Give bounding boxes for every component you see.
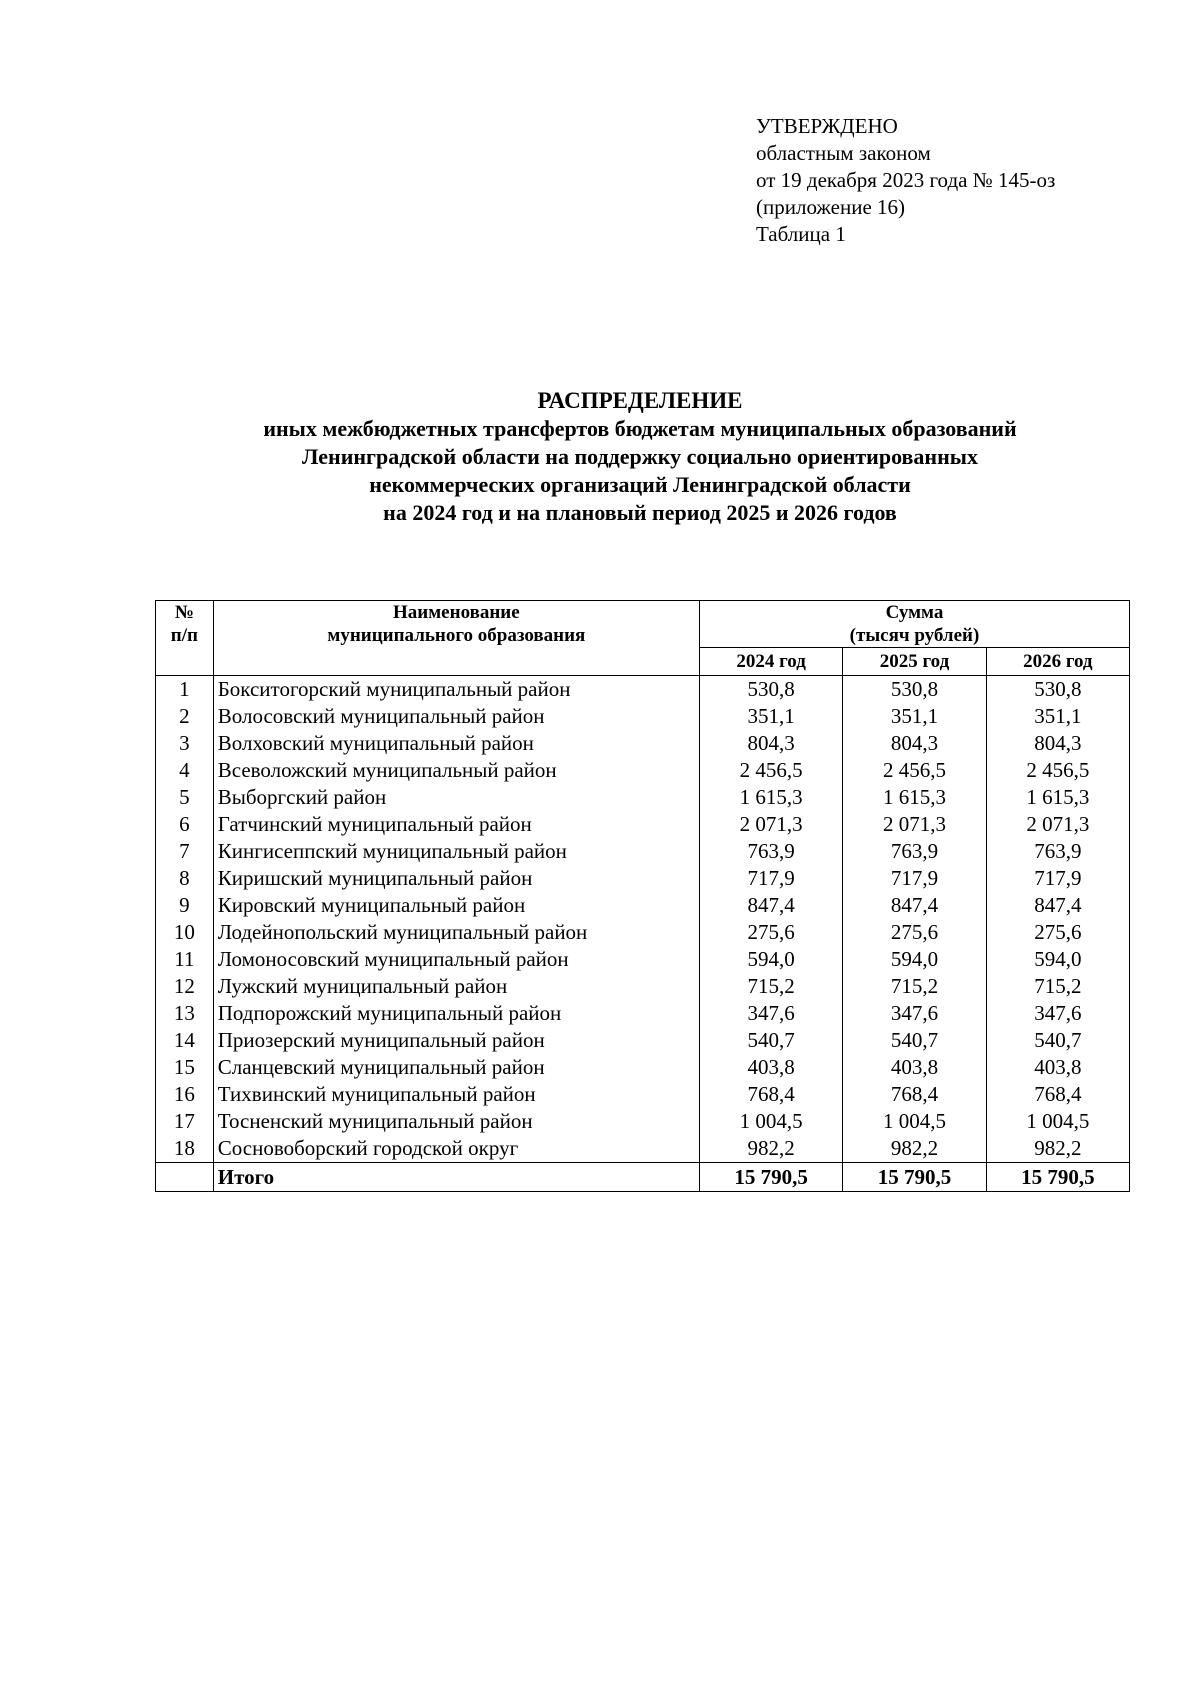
title-heading: РАСПРЕДЕЛЕНИЕ <box>537 388 743 413</box>
row-value-2026: 347,6 <box>986 1000 1129 1027</box>
row-name: Тосненский муниципальный район <box>213 1108 699 1135</box>
row-value-2026: 530,8 <box>986 676 1129 704</box>
row-name: Гатчинский муниципальный район <box>213 811 699 838</box>
row-name: Волховский муниципальный район <box>213 730 699 757</box>
row-value-2024: 275,6 <box>699 919 842 946</box>
header-name-line: Наименование <box>393 602 520 623</box>
row-value-2024: 2 456,5 <box>699 757 842 784</box>
table-row <box>156 1081 1130 1108</box>
row-number: 10 <box>156 919 214 946</box>
header-year-2025: 2025 год <box>843 648 986 676</box>
row-value-2025: 594,0 <box>843 946 986 973</box>
table-row <box>156 1000 1130 1027</box>
row-name: Всеволожский муниципальный район <box>213 757 699 784</box>
row-name: Бокситогорский муниципальный район <box>213 676 699 704</box>
row-name: Сосновоборский городской округ <box>213 1135 699 1163</box>
row-name: Киришский муниципальный район <box>213 865 699 892</box>
row-value-2024: 804,3 <box>699 730 842 757</box>
document-title <box>60 387 1200 527</box>
row-value-2026: 2 456,5 <box>986 757 1129 784</box>
header-number-line: п/п <box>170 625 198 646</box>
row-number: 15 <box>156 1054 214 1081</box>
row-number: 1 <box>156 676 214 704</box>
row-number: 9 <box>156 892 214 919</box>
row-value-2026: 982,2 <box>986 1135 1129 1163</box>
header-sum-line: Сумма <box>885 602 944 623</box>
row-value-2025: 1 615,3 <box>843 784 986 811</box>
row-value-2025: 275,6 <box>843 919 986 946</box>
row-value-2026: 715,2 <box>986 973 1129 1000</box>
row-value-2026: 717,9 <box>986 865 1129 892</box>
header-number-line: № <box>174 602 194 623</box>
row-name: Приозерский муниципальный район <box>213 1027 699 1054</box>
approval-line: (приложение 16) <box>756 195 906 219</box>
row-number: 4 <box>156 757 214 784</box>
row-value-2026: 847,4 <box>986 892 1129 919</box>
approval-line: УТВЕРЖДЕНО <box>756 114 898 138</box>
header-year-2024: 2024 год <box>699 648 842 676</box>
row-number: 12 <box>156 973 214 1000</box>
row-value-2026: 275,6 <box>986 919 1129 946</box>
row-value-2025: 530,8 <box>843 676 986 704</box>
table-row <box>156 946 1130 973</box>
row-value-2025: 717,9 <box>843 865 986 892</box>
row-value-2025: 847,4 <box>843 892 986 919</box>
row-value-2026: 594,0 <box>986 946 1129 973</box>
row-value-2025: 804,3 <box>843 730 986 757</box>
row-number: 6 <box>156 811 214 838</box>
total-row <box>156 1163 1130 1192</box>
table-row <box>156 1108 1130 1135</box>
approval-line: от 19 декабря 2023 года № 145-оз <box>756 168 1056 192</box>
row-value-2024: 351,1 <box>699 703 842 730</box>
table-row <box>156 703 1130 730</box>
row-name: Лодейнопольский муниципальный район <box>213 919 699 946</box>
row-name: Тихвинский муниципальный район <box>213 1081 699 1108</box>
approval-stamp <box>756 113 1055 248</box>
row-value-2025: 768,4 <box>843 1081 986 1108</box>
approval-line: областным законом <box>756 141 931 165</box>
title-line: иных межбюджетных трансфертов бюджетам муниципальных образований <box>263 416 1017 441</box>
row-value-2024: 540,7 <box>699 1027 842 1054</box>
row-number: 13 <box>156 1000 214 1027</box>
table-row <box>156 757 1130 784</box>
header-sum <box>699 601 1129 648</box>
row-value-2025: 540,7 <box>843 1027 986 1054</box>
title-line: Ленинградской области на поддержку социально ориентированных <box>302 444 978 469</box>
row-value-2026: 804,3 <box>986 730 1129 757</box>
row-name: Кировский муниципальный район <box>213 892 699 919</box>
table-row <box>156 865 1130 892</box>
row-value-2025: 715,2 <box>843 973 986 1000</box>
row-number: 18 <box>156 1135 214 1163</box>
row-value-2025: 763,9 <box>843 838 986 865</box>
row-value-2024: 594,0 <box>699 946 842 973</box>
table-row <box>156 676 1130 704</box>
row-value-2025: 982,2 <box>843 1135 986 1163</box>
header-name-line: муниципального образования <box>327 625 586 646</box>
row-number: 11 <box>156 946 214 973</box>
header-sum-line: (тысяч рублей) <box>849 625 980 646</box>
row-name: Волосовский муниципальный район <box>213 703 699 730</box>
title-line: некоммерческих организаций Ленинградской области <box>369 472 911 497</box>
row-number: 16 <box>156 1081 214 1108</box>
total-label: Итого <box>213 1163 699 1192</box>
row-value-2025: 2 456,5 <box>843 757 986 784</box>
row-value-2025: 2 071,3 <box>843 811 986 838</box>
row-value-2024: 763,9 <box>699 838 842 865</box>
row-value-2026: 768,4 <box>986 1081 1129 1108</box>
row-value-2024: 530,8 <box>699 676 842 704</box>
table-number: Таблица 1 <box>756 222 846 246</box>
row-name: Лужский муниципальный район <box>213 973 699 1000</box>
row-name: Ломоносовский муниципальный район <box>213 946 699 973</box>
table-row <box>156 1027 1130 1054</box>
row-value-2024: 1 615,3 <box>699 784 842 811</box>
total-2025: 15 790,5 <box>843 1163 986 1192</box>
table-row <box>156 1054 1130 1081</box>
row-value-2026: 2 071,3 <box>986 811 1129 838</box>
row-value-2026: 763,9 <box>986 838 1129 865</box>
row-number: 17 <box>156 1108 214 1135</box>
row-number: 7 <box>156 838 214 865</box>
header-name <box>213 601 699 676</box>
row-name: Выборгский район <box>213 784 699 811</box>
row-number: 14 <box>156 1027 214 1054</box>
table-row <box>156 811 1130 838</box>
row-value-2026: 403,8 <box>986 1054 1129 1081</box>
row-number: 3 <box>156 730 214 757</box>
total-2026: 15 790,5 <box>986 1163 1129 1192</box>
total-2024: 15 790,5 <box>699 1163 842 1192</box>
table-row <box>156 919 1130 946</box>
row-value-2024: 1 004,5 <box>699 1108 842 1135</box>
row-number: 2 <box>156 703 214 730</box>
row-value-2024: 847,4 <box>699 892 842 919</box>
table-row <box>156 1135 1130 1163</box>
table-row <box>156 973 1130 1000</box>
title-line: на 2024 год и на плановый период 2025 и 2026 годов <box>383 500 897 525</box>
row-value-2024: 347,6 <box>699 1000 842 1027</box>
row-value-2024: 982,2 <box>699 1135 842 1163</box>
row-name: Подпорожский муниципальный район <box>213 1000 699 1027</box>
header-year-2026: 2026 год <box>986 648 1129 676</box>
table-row <box>156 784 1130 811</box>
row-value-2026: 1 615,3 <box>986 784 1129 811</box>
row-name: Сланцевский муниципальный район <box>213 1054 699 1081</box>
row-value-2024: 717,9 <box>699 865 842 892</box>
table-row <box>156 730 1130 757</box>
row-value-2026: 540,7 <box>986 1027 1129 1054</box>
row-value-2024: 2 071,3 <box>699 811 842 838</box>
row-number: 8 <box>156 865 214 892</box>
total-number-cell <box>156 1163 214 1192</box>
row-name: Кингисеппский муниципальный район <box>213 838 699 865</box>
row-value-2026: 351,1 <box>986 703 1129 730</box>
table-row <box>156 838 1130 865</box>
distribution-table <box>155 600 1130 1192</box>
row-value-2025: 403,8 <box>843 1054 986 1081</box>
row-value-2024: 403,8 <box>699 1054 842 1081</box>
row-value-2026: 1 004,5 <box>986 1108 1129 1135</box>
row-value-2024: 715,2 <box>699 973 842 1000</box>
row-value-2025: 1 004,5 <box>843 1108 986 1135</box>
row-number: 5 <box>156 784 214 811</box>
row-value-2025: 351,1 <box>843 703 986 730</box>
table-row <box>156 892 1130 919</box>
row-value-2025: 347,6 <box>843 1000 986 1027</box>
row-value-2024: 768,4 <box>699 1081 842 1108</box>
header-number <box>156 601 214 676</box>
table-body <box>156 676 1130 1163</box>
